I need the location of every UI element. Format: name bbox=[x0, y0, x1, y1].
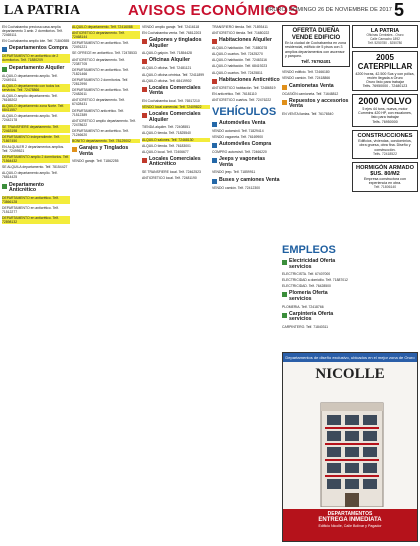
ad-year: 2005 bbox=[376, 53, 394, 63]
classified-ad: SE OFRECE en anticrético. Telf. 72478533 bbox=[72, 51, 137, 56]
section-heading bbox=[282, 291, 350, 302]
category-heading: VEHÍCULOS bbox=[212, 105, 277, 118]
classified-ad: ANTICRETICO local. Telf. 72481190 bbox=[142, 176, 197, 181]
classified-ad: EN Cochabamba local. Telf. 76517210 bbox=[142, 98, 200, 103]
classified-ad: ALQUILO tienda. Telf. 76183001 bbox=[142, 143, 191, 148]
section-bullet-icon bbox=[282, 260, 287, 265]
section-bullet-icon bbox=[212, 143, 217, 148]
classified-ad: DEPARTAMENTO en anticrético. Telf. 73866128 bbox=[2, 196, 70, 204]
section-heading-text: Automóviles Compra bbox=[219, 141, 272, 148]
section-heading bbox=[212, 121, 280, 127]
classified-ad: ANTICRETICO departamento. Telf. 67428431 bbox=[72, 98, 125, 107]
newspaper-name: LA PATRIA bbox=[4, 3, 81, 18]
section-heading-text: Galpones y tinglados Alquiler bbox=[149, 37, 202, 49]
section-heading bbox=[212, 157, 280, 168]
section-bullet-icon bbox=[142, 39, 147, 44]
classified-ad: ANTICRETICO tienda. Telf. 71680222 bbox=[212, 31, 270, 36]
caterpillar-ad bbox=[352, 51, 418, 91]
classified-ad: DEPARTAMENTO en anticrético. Telf. 71512277 bbox=[2, 205, 59, 214]
classified-ad: VENDO local comercial. Telf. 72409822 bbox=[142, 105, 210, 109]
section-heading-text: Plomería Oferta servicios bbox=[289, 290, 328, 303]
section-bullet-icon bbox=[72, 147, 77, 152]
classified-ad: ALQUILO habitación. Telf. 68419223 bbox=[212, 64, 268, 69]
classified-ad: SE TRANSFIERE local. Telf. 72462523 bbox=[142, 169, 201, 174]
ad-description: 5 ejes 44 tons, nueva, motor Cummins 420 HP, con escalones, listo para trabajar bbox=[358, 106, 412, 120]
section-bullet-icon bbox=[142, 59, 147, 64]
banner-label: DEPARTAMENTOS bbox=[327, 511, 373, 517]
classified-ad: VENDO jeep. Telf. 71859911 bbox=[212, 170, 256, 175]
section-heading-text: Jeeps y vagonetas Venta bbox=[219, 156, 266, 168]
section-heading bbox=[282, 84, 350, 90]
ad-description: Empresa constructora con experiencia en obra. bbox=[364, 176, 406, 186]
classified-ad: ANTICRETICO departamento. Telf. 72468144 bbox=[72, 31, 140, 39]
section-bullet-icon bbox=[142, 158, 147, 163]
section-heading-text: Carpintería Oferta servicios bbox=[289, 310, 334, 323]
section-bullet-icon bbox=[2, 67, 7, 72]
classifieds-column-3 bbox=[142, 25, 210, 544]
section-heading bbox=[142, 58, 210, 64]
publisher-line: Oficinas Centrales - Oruro bbox=[366, 33, 404, 37]
classified-ad: ALQUILO departamento amplio. Telf. 72442178 bbox=[2, 114, 58, 123]
classified-ad: EN ALQUILER 2 departamentos amplios. Telf. 72499521 bbox=[2, 144, 65, 153]
classified-ad: SE TRANSFIERE departamento. Telf. 72463198 bbox=[2, 125, 70, 133]
section-heading bbox=[282, 312, 350, 323]
classified-ad: VENDO amplio garaje. Telf. 72416118 bbox=[142, 25, 200, 29]
section-bullet-icon bbox=[2, 184, 7, 189]
classified-ad: SE ALQUILA departamento. Telf. 78154427 bbox=[2, 165, 68, 170]
section-bullet-icon bbox=[212, 179, 217, 184]
section-bullet-icon bbox=[142, 113, 147, 118]
section-heading-text: Departamento Alquiler bbox=[9, 64, 65, 71]
classified-ad: ANTICRETICO habitación. Telf. 72486519 bbox=[212, 85, 276, 90]
classified-ad: VENDO automóvil. Telf. 71829414 bbox=[212, 128, 264, 133]
section-heading-text: Locales Comerciales Venta bbox=[149, 84, 201, 97]
classified-ad: EN VENTA llantas. Telf. 76176540 bbox=[282, 111, 334, 116]
issue-date: ORURO, DOMINGO 26 DE NOVIEMBRE DE 2017 bbox=[265, 7, 392, 13]
section-heading bbox=[212, 38, 280, 44]
classified-ad: EN Cochabamba amplio lote. Telf. 71840555 bbox=[2, 39, 70, 44]
ad-title: CONSTRUCCIONES bbox=[357, 132, 413, 139]
classified-ad: ANTICRETICO departamento. Telf. 72387705 bbox=[72, 57, 125, 66]
classified-ad: DEPARTAMENTO 2 dormitorios. Telf. 72812990 bbox=[72, 77, 129, 87]
classified-ad: DEPARTAMENTO en anticrético. Telf. 72898132 bbox=[2, 216, 70, 224]
ad-phone: Telfs. 76950000 bbox=[372, 119, 398, 124]
classified-ad: VENDO edificio. Telf. 72466180 bbox=[282, 70, 330, 75]
classified-ad: ALQUILO departamento. Telf. 72416088 bbox=[72, 25, 140, 29]
section-heading-text: Habitaciones Alquiler bbox=[219, 37, 272, 44]
classified-ad: ALQUILO habitación. Telf. 71880278 bbox=[212, 46, 268, 51]
ad-brand: CATERPILLAR bbox=[357, 61, 413, 71]
classified-ad: ELECTRICIDAD. Telf. 76428500 bbox=[282, 284, 331, 289]
ad-description: Edificios, viviendas, condominios, obra gruesa, obra fina. Diseño y construcción. bbox=[358, 138, 412, 152]
section-title: AVISOS ECONÓMICOS bbox=[128, 2, 299, 19]
classified-ad: ELECTRICIDAD a domicilio. Telf. 71887012 bbox=[282, 278, 348, 283]
ad-phone: Telf. 71806140 bbox=[373, 185, 397, 190]
classified-ad: ALQUILO tienda. Telf. 71825540 bbox=[142, 131, 191, 136]
offer-phone: Telf. 76792401 bbox=[301, 59, 331, 65]
classifieds-column-2 bbox=[72, 25, 140, 544]
volvo-ad bbox=[352, 94, 418, 126]
section-heading-text: Automóviles Venta bbox=[219, 119, 266, 126]
section-bullet-icon bbox=[212, 158, 217, 163]
section-heading-text: Camionetas Venta bbox=[289, 82, 334, 89]
page-number: 5 bbox=[394, 0, 405, 20]
classified-ad: ALQUILO departamento amplio. Telf. 72449111 bbox=[2, 73, 58, 82]
section-heading bbox=[2, 66, 70, 72]
classified-ad: ELECTRICISTA. Telf. 67407000 bbox=[282, 272, 331, 277]
section-heading-text: Electricidad Oferta servicios bbox=[289, 258, 336, 270]
section-bullet-icon bbox=[212, 122, 217, 127]
section-heading-text: Departamento Anticrético bbox=[9, 181, 44, 194]
classified-ad: DEPARTAMENTO amplio 2 dormitorios. Telf. 71564432 bbox=[2, 155, 70, 164]
building-illustration bbox=[315, 399, 389, 507]
classified-ad: VENDO garaje. Telf. 71862255 bbox=[72, 159, 119, 164]
section-heading-text: Repuestos y accesorios Venta bbox=[289, 97, 349, 110]
ad-detail: Oruro listo para trabajar bbox=[366, 79, 404, 84]
section-heading bbox=[212, 178, 280, 184]
classified-ad: VENDO vagoneta. Telf. 76169900 bbox=[212, 135, 264, 140]
section-heading bbox=[2, 183, 70, 194]
classified-ad: TRANSFIERO tienda. Telf. 71893411 bbox=[212, 25, 268, 29]
classified-ad: CARPINTERO. Telf. 71840311 bbox=[282, 324, 329, 329]
classified-ad: DEPARTAMENTO independiente. Telf. 71867450 bbox=[2, 135, 70, 143]
classified-ad: VENDO camión. Telf. 72418866 bbox=[282, 76, 330, 81]
section-heading-text: Locales Comerciales Anticrético bbox=[149, 155, 201, 168]
classified-ad: ANTICRETICO amplio departamento. Telf. 72478622 bbox=[72, 118, 136, 127]
classified-ad: DEPARTAMENTO en anticrético. Telf. 72491221 bbox=[72, 41, 129, 50]
classified-ad: EN anticrético. Telf. 76181110 bbox=[212, 91, 257, 96]
classified-ad: ANTICRETICO cuartos. Telf. 72476222 bbox=[212, 97, 272, 102]
classified-ad: TIENDA alquiler. Telf. 72408551 bbox=[142, 125, 190, 130]
offer-title: OFERTA DUEÑA VENDE EDIFICIO bbox=[291, 28, 341, 41]
section-bullet-icon bbox=[212, 79, 217, 84]
classified-ad: DEPARTAMENTO en anticrético. Telf. 71246620 bbox=[72, 128, 129, 137]
section-heading-text: Locales Comerciales Alquiler bbox=[149, 111, 201, 123]
classified-ad: ALQUILO local. Telf. 72406677 bbox=[142, 149, 189, 154]
ad-phone: Telfs. 76950000 - 72480123 bbox=[362, 84, 408, 89]
classified-ad: BONITO departamento. Telf. 78129002 bbox=[72, 139, 140, 143]
classifieds-column-4 bbox=[212, 25, 280, 544]
banner-building-name: NICOLLE bbox=[315, 366, 385, 382]
banner-tagline: Departamentos de diseño exclusivo, ubicados en el mejor zona de Oruro bbox=[283, 353, 417, 362]
section-heading bbox=[142, 38, 210, 49]
section-heading-text: Habitaciones Anticrético bbox=[219, 76, 280, 83]
classified-ad: ALQUILO oficina. Telf. 68419902 bbox=[142, 78, 192, 83]
banner-address: Edificio Nicolle, Calle Bolívar y Pagador bbox=[318, 524, 382, 528]
section-heading bbox=[2, 46, 70, 52]
section-bullet-icon bbox=[282, 292, 287, 297]
section-heading bbox=[142, 86, 210, 97]
classified-ad: DEPARTAMENTO en anticrético. Telf. 72482611 bbox=[72, 88, 129, 97]
section-heading bbox=[282, 99, 350, 110]
section-heading-text: Oficinas Alquiler bbox=[149, 57, 191, 64]
classified-ad: ALQUILO galpón. Telf. 71854428 bbox=[142, 51, 192, 56]
offer-text: En la ciudad de Cochabamba en zona residencial, edificio de 5 pisos con 3 amplios departamentos con ascensor y parqueo. bbox=[285, 41, 346, 59]
section-bullet-icon bbox=[282, 313, 287, 318]
real-estate-banner bbox=[282, 352, 418, 542]
classified-ad: EN Cochabamba preciosa casa amplia departamento 3 amb. 2 dormitorios. Telf. 72465111 bbox=[2, 25, 63, 38]
section-bullet-icon bbox=[282, 85, 287, 90]
classified-ad: OCASIÓN camioneta. Telf. 71648812 bbox=[282, 91, 339, 96]
publisher-name: LA PATRIA bbox=[370, 28, 400, 34]
classified-ad: DEPARTAMENTO en anticrético de 2 dormitorios. Telf. 71880209 bbox=[2, 54, 70, 62]
publisher-line: Telf. 5250780 - 5250780 bbox=[367, 40, 403, 45]
section-bullet-icon bbox=[282, 100, 287, 105]
construction-ad bbox=[352, 130, 418, 159]
ad-title: 2000 VOLVO bbox=[358, 96, 412, 107]
classified-ad: VENDO camión. Telf. 72412300 bbox=[212, 185, 260, 190]
section-heading bbox=[72, 146, 140, 157]
publisher-box bbox=[352, 25, 418, 48]
section-heading bbox=[212, 142, 280, 148]
concrete-ad bbox=[352, 162, 418, 193]
classified-ad: ALQUILO cuartos. Telf. 72425270 bbox=[212, 52, 263, 57]
page-masthead bbox=[0, 0, 420, 22]
classifieds-column-1 bbox=[2, 25, 70, 544]
classified-ad: COMPRO automóvil. Telf. 72466220 bbox=[212, 150, 267, 155]
section-heading bbox=[142, 157, 210, 168]
classified-ad: ALQUILO amplio departamento. Telf. 76165202 bbox=[2, 93, 58, 103]
section-heading bbox=[142, 112, 210, 123]
section-bullet-icon bbox=[2, 47, 7, 52]
classified-ad: ALQUILO departamento con todos los servicios. Telf. 72478866 bbox=[2, 84, 70, 92]
building-offer-ad bbox=[282, 25, 350, 67]
employment-heading: EMPLEOS bbox=[282, 244, 336, 256]
employment-section bbox=[282, 240, 350, 331]
section-heading bbox=[212, 78, 280, 84]
ad-phone: Telfs. 72418522 bbox=[373, 151, 397, 156]
section-heading bbox=[282, 259, 350, 270]
section-heading-text: Garajes y Tinglados Venta bbox=[79, 145, 129, 157]
section-heading-text: Departamentos Compra bbox=[9, 45, 68, 52]
ad-title: HORMIGÓN ARMADO $US. 80/M2 bbox=[356, 164, 414, 177]
classified-ad: ALQUILO departamento zona Norte. Telf. 68411557 bbox=[2, 104, 70, 112]
classified-ad: ALQUILO habitación. Telf. 72463116 bbox=[212, 58, 267, 63]
classified-ad: ALQUILO oficina. Telf. 72481121 bbox=[142, 66, 192, 71]
banner-delivery: ENTREGA INMEDIATA bbox=[318, 517, 382, 523]
publisher-line: Calle Camacho 1892 bbox=[370, 36, 400, 41]
classified-ad: ALQUILO departamento amplio. Telf. 76814425 bbox=[2, 171, 58, 180]
classified-ad: ALQUILO oficina céntrica. Telf. 72411899 bbox=[142, 72, 205, 77]
classified-ad: ALQUILO cuartos. Telf. 72425811 bbox=[212, 70, 263, 75]
section-bullet-icon bbox=[142, 87, 147, 92]
classified-ad: EN Cochabamba venta. Telf. 76812203 bbox=[142, 31, 202, 36]
banner-footer bbox=[283, 509, 417, 542]
classified-ad: DEPARTAMENTO anticrético. Telf. 71512389 bbox=[72, 108, 125, 117]
section-bullet-icon bbox=[212, 39, 217, 44]
ad-description: 4200 horas, 42.500 Sus y con póliza, recién llegada a Oruro bbox=[355, 71, 415, 80]
classified-ad: DEPARTAMENTO en anticrético. Telf. 71821466 bbox=[72, 67, 129, 76]
classified-ad: PLOMERIA. Telf. 72418766 bbox=[282, 304, 324, 309]
section-heading-text: Buses y camiones Venta bbox=[219, 176, 280, 183]
classified-ad: ALQUILO salones. Telf. 72468130 bbox=[142, 138, 210, 142]
